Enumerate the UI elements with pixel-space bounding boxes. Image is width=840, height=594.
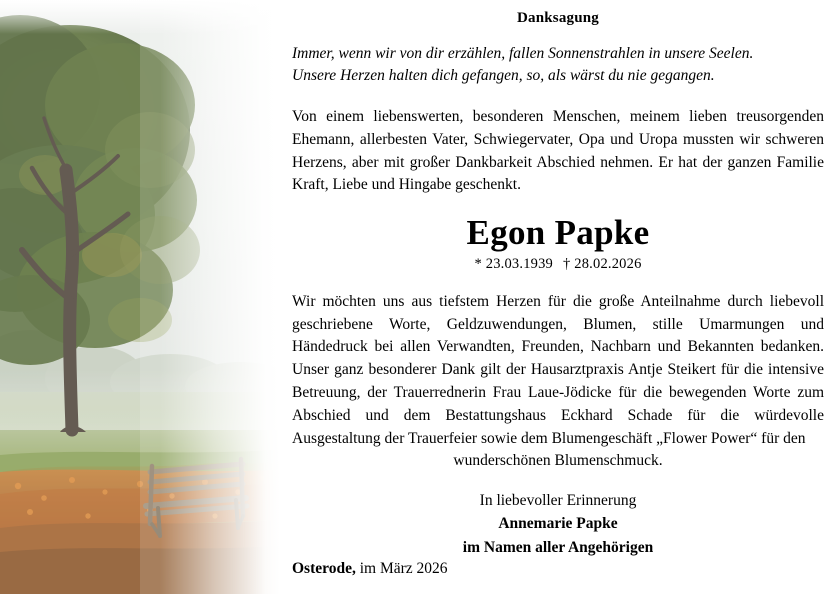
closing-line-3: im Namen aller Angehörigen	[462, 538, 654, 556]
intro-paragraph: Von einem liebenswerten, besonderen Menschen, meinem lieben treusorgenden Ehemann, allerbesten Vater, Schwiegervater, Opa und Uropa mussten wir schweren Herzens, aber mit großer Dankbarkeit Abschied nehmen. Er hat der ganzen Familie Kraft, Liebe und Hingabe geschenkt.	[292, 107, 824, 194]
deceased-name: Egon Papke	[466, 213, 650, 253]
place-date: im März 2026	[355, 560, 448, 577]
autumn-tree-photo-illustration	[0, 0, 280, 594]
closing-block	[292, 489, 824, 559]
closing-line-1: In liebevoller Erinnerung	[479, 492, 637, 510]
verse-line-2: Unsere Herzen halten dich gefangen, so, als wärst du nie gegangen.	[292, 67, 715, 85]
life-dates	[292, 256, 824, 273]
closing-line-2: Annemarie Papke	[498, 515, 618, 533]
place-and-date	[292, 560, 448, 578]
birth-date: * 23.03.1939	[474, 255, 553, 272]
thanks-paragraph	[292, 291, 824, 473]
memorial-photo	[0, 0, 280, 594]
deceased-name-block	[292, 215, 824, 273]
place-name: Osterode,	[292, 560, 356, 577]
document-heading: Danksagung	[516, 10, 600, 26]
thanks-paragraph-lastline: wunderschönen Blumenschmuck.	[453, 452, 663, 470]
verse-line-1: Immer, wenn wir von dir erzählen, fallen Sonnenstrahlen in unsere Seelen.	[292, 45, 754, 62]
death-date: † 28.02.2026	[563, 255, 642, 272]
thanks-paragraph-body: Wir möchten uns aus tiefstem Herzen für die große Anteilnahme durch liebevoll geschriebene Worte, Geldzuwendungen, Blumen, stille Umarmungen und Händedruck bei allen Verwandten, Freunden, Nachbarn und Bekannten bedanken. Unser ganz besonderer Dank gilt der Hausarztpraxis Antje Steikert für die intensive Betreuung, der Trauerrednerin Frau Laue-Jödicke für die bewegenden Worte zum Abschied und dem Bestattungshaus Eckhard Schade für die würdevolle Ausgestaltung der Trauerfeier sowie dem Blumengeschäft „Flower Power“ für den	[292, 292, 824, 447]
obituary-text-column	[280, 0, 840, 594]
memorial-verse	[292, 43, 824, 88]
